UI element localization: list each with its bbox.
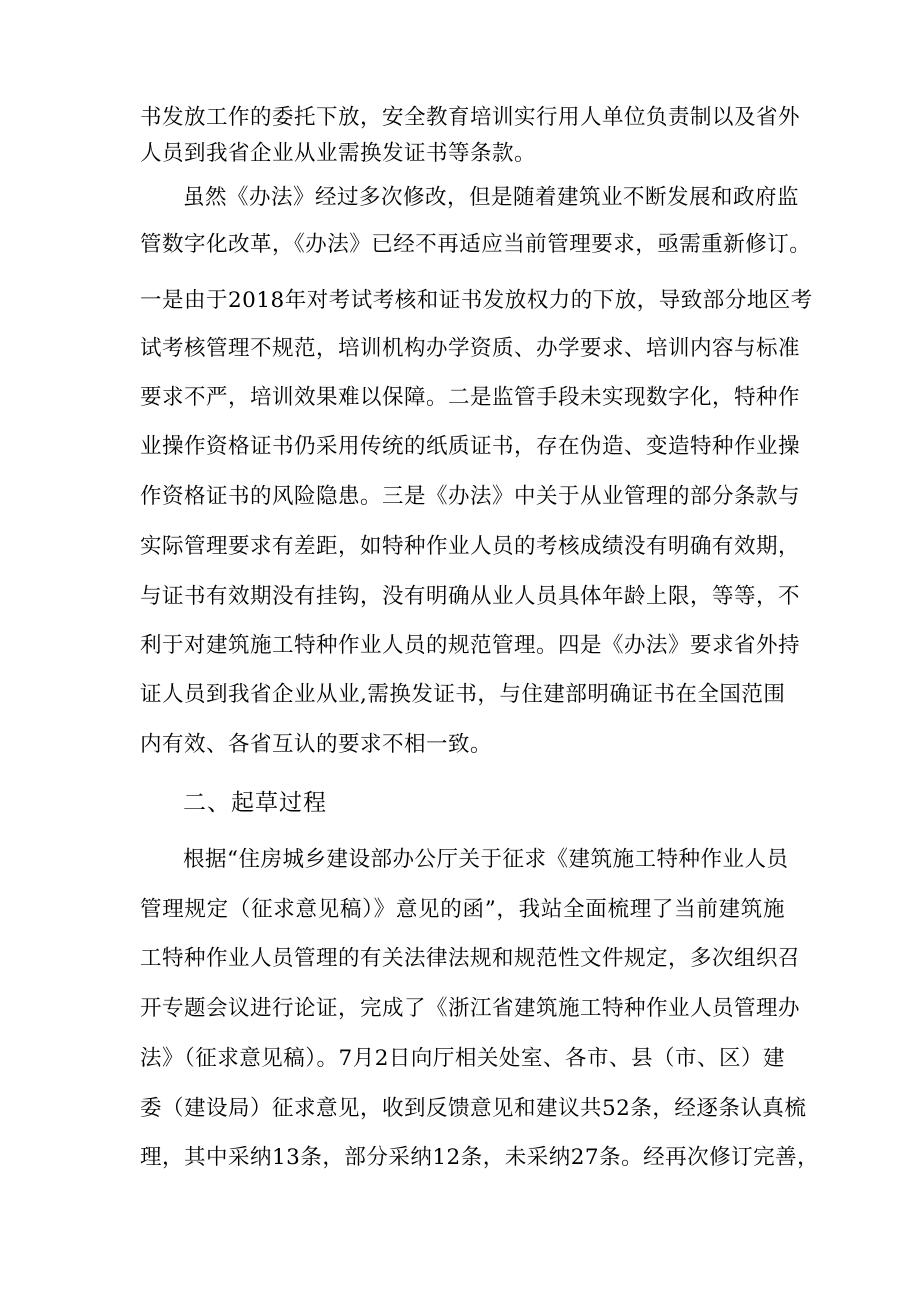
text-line: 内有效、各省互认的要求不相一致。 (140, 732, 493, 757)
text-line: 业操作资格证书仍采用传统的纸质证书，存在伪造、变造特种作业操 (140, 434, 801, 459)
text-line: 管数字化改革，《办法》已经不再适应当前管理要求，亟需重新修订。 (140, 232, 812, 257)
text-line: 书发放工作的委托下放，安全教育培训实行用人单位负责制以及省外 (140, 105, 801, 130)
text-line: 与证书有效期没有挂钩，没有明确从业人员具体年龄上限，等等，不 (140, 584, 801, 609)
text-line: 根据“住房城乡建设部办公厅关于征求《建筑施工特种作业人员 (183, 847, 789, 872)
text-line: 证人员到我省企业从业,需换发证书，与住建部明确证书在全国范围 (140, 682, 786, 707)
text-line: 一是由于2018年对考试考核和证书发放权力的下放，导致部分地区考 (140, 288, 813, 313)
text-line: 法》（征求意见稿）。7月2日向厅相关处室、各市、县（市、区）建 (140, 1046, 785, 1071)
text-line: 开专题会议进行论证，完成了《浙江省建筑施工特种作业人员管理办 (140, 996, 801, 1021)
text-line: 实际管理要求有差距，如特种作业人员的考核成绩没有明确有效期， (140, 534, 801, 559)
text-line: 委（建设局）征求意见，收到反馈意见和建议共52条，经逐条认真梳 (140, 1096, 807, 1121)
text-line: 虽然《办法》经过多次修改，但是随着建筑业不断发展和政府监 (183, 185, 800, 210)
text-line: 人员到我省企业从业需换发证书等条款。 (140, 141, 537, 166)
text-line: 试考核管理不规范，培训机构办学资质、办学要求、培训内容与标准 (140, 336, 801, 361)
text-line: 作资格证书的风险隐患。三是《办法》中关于从业管理的部分条款与 (140, 484, 801, 509)
section-heading: 二、起草过程 (183, 790, 327, 816)
text-line: 管理规定（征求意见稿）》意见的函”，我站全面梳理了当前建筑施 (140, 897, 785, 922)
text-line: 利于对建筑施工特种作业人员的规范管理。四是《办法》要求省外持 (140, 633, 801, 658)
text-line: 理，其中采纳13条，部分采纳12条，未采纳27条。经再次修订完善， (140, 1145, 820, 1170)
text-line: 工特种作业人员管理的有关法律法规和规范性文件规定，多次组织召 (140, 946, 801, 971)
text-line: 要求不严，培训效果难以保障。二是监管手段未实现数字化，特种作 (140, 385, 801, 410)
